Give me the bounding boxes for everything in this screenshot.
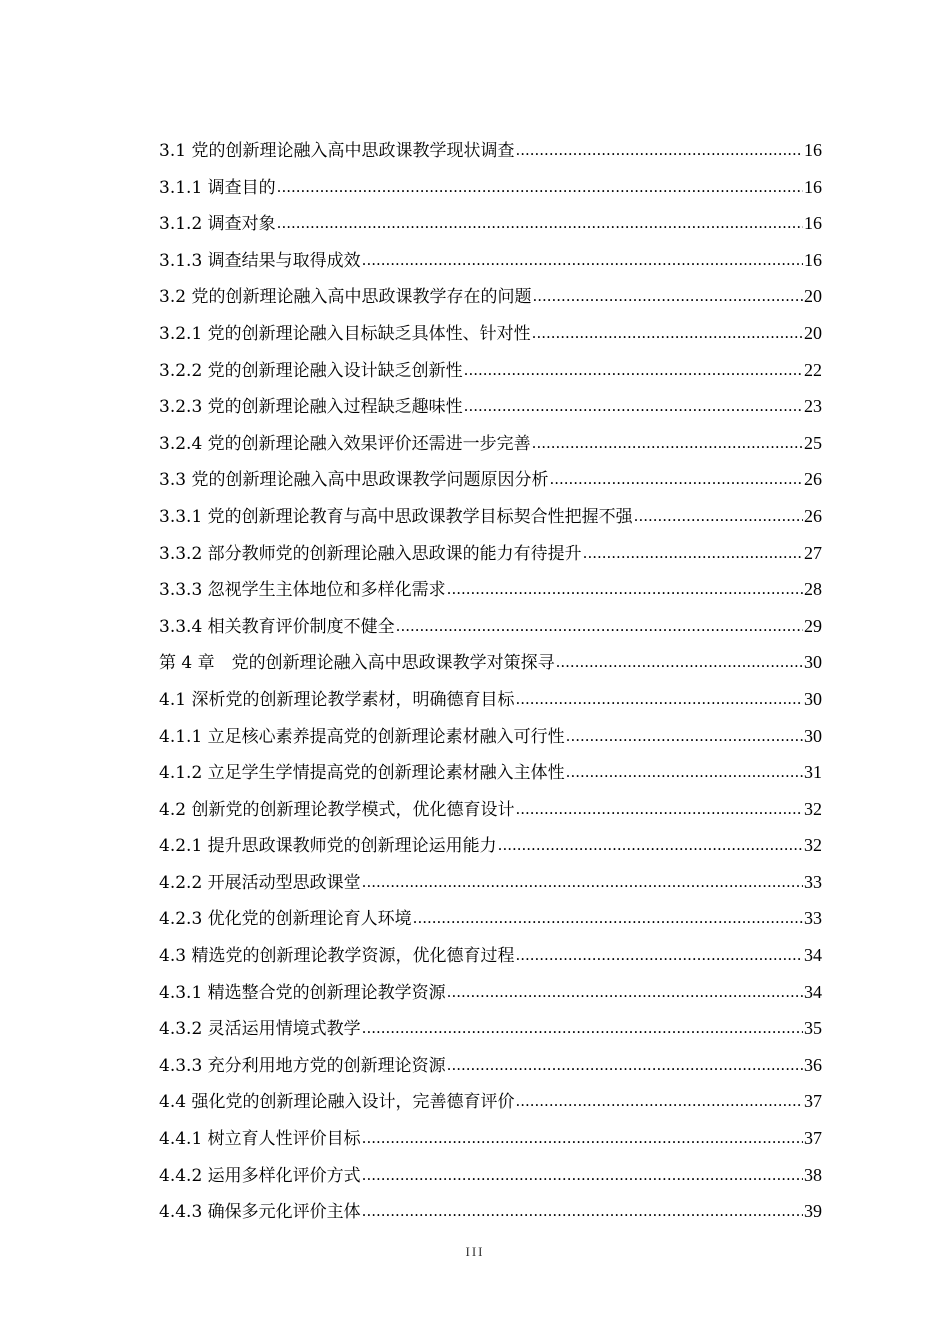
toc-leader-dots xyxy=(566,718,803,755)
toc-entry-title: 第 4 章 党的创新理论融入高中思政课教学对策探寻 xyxy=(159,653,555,674)
toc-entry-page: 39 xyxy=(804,1201,822,1222)
toc-leader-dots xyxy=(566,754,803,791)
toc-entry[interactable] xyxy=(159,608,822,645)
toc-leader-dots xyxy=(549,461,803,498)
toc-entry[interactable] xyxy=(159,864,822,901)
toc-entry[interactable] xyxy=(159,352,822,389)
toc-entry-title: 3.3.3 忽视学生主体地位和多样化需求 xyxy=(159,580,446,601)
toc-entry[interactable] xyxy=(159,900,822,937)
toc-entry-page: 35 xyxy=(804,1018,822,1039)
toc-entry-page: 30 xyxy=(804,688,822,709)
toc-leader-dots xyxy=(556,644,803,681)
toc-entry-page: 30 xyxy=(804,652,822,673)
toc-entry-title: 4.2 创新党的创新理论教学模式，优化德育设计 xyxy=(159,799,515,820)
toc-leader-dots xyxy=(277,169,803,206)
toc-entry-page: 33 xyxy=(804,908,822,929)
toc-entry[interactable] xyxy=(159,754,822,791)
toc-leader-dots xyxy=(413,900,803,937)
toc-leader-dots xyxy=(515,1083,803,1120)
toc-leader-dots xyxy=(362,1193,803,1230)
toc-entry-title: 4.3.3 充分利用地方党的创新理论资源 xyxy=(159,1055,446,1076)
toc-entry[interactable] xyxy=(159,388,822,425)
toc-leader-dots xyxy=(515,132,803,169)
toc-entry-title: 4.1.2 立足学生学情提高党的创新理论素材融入主体性 xyxy=(159,763,565,784)
toc-entry[interactable] xyxy=(159,132,822,169)
toc-entry-title: 3.1.2 调查对象 xyxy=(159,214,276,235)
toc-entry-page: 22 xyxy=(804,359,822,380)
toc-leader-dots xyxy=(362,242,803,279)
toc-leader-dots xyxy=(464,352,803,389)
toc-entry[interactable] xyxy=(159,1047,822,1084)
toc-entry[interactable] xyxy=(159,461,822,498)
toc-entry-title: 4.2.3 优化党的创新理论育人环境 xyxy=(159,909,412,930)
toc-entry-page: 27 xyxy=(804,542,822,563)
toc-entry-page: 16 xyxy=(804,176,822,197)
toc-entry[interactable] xyxy=(159,1083,822,1120)
toc-entry-page: 31 xyxy=(804,762,822,783)
toc-entry-page: 23 xyxy=(804,396,822,417)
toc-entry-title: 4.3.1 精选整合党的创新理论教学资源 xyxy=(159,982,446,1003)
toc-leader-dots xyxy=(515,791,803,828)
toc-entry-page: 37 xyxy=(804,1128,822,1149)
toc-entry-page: 38 xyxy=(804,1164,822,1185)
toc-entry-title: 3.1 党的创新理论融入高中思政课教学现状调查 xyxy=(159,141,515,161)
toc-entry[interactable] xyxy=(159,974,822,1011)
toc-leader-dots xyxy=(362,1120,803,1157)
toc-entry-page: 36 xyxy=(804,1054,822,1075)
toc-entry[interactable] xyxy=(159,681,822,718)
toc-entry-page: 16 xyxy=(804,140,822,160)
toc-leader-dots xyxy=(464,388,803,425)
toc-entry-title: 4.1 深析党的创新理论教学素材，明确德育目标 xyxy=(159,689,515,710)
toc-entry-page: 25 xyxy=(804,432,822,453)
toc-entry-title: 3.2.4 党的创新理论融入效果评价还需进一步完善 xyxy=(159,433,531,454)
toc-entry[interactable] xyxy=(159,498,822,535)
toc-entry[interactable] xyxy=(159,571,822,608)
toc-entry-title: 3.3.4 相关教育评价制度不健全 xyxy=(159,616,395,637)
toc-entry-title: 3.3.2 部分教师党的创新理论融入思政课的能力有待提升 xyxy=(159,543,582,564)
toc-leader-dots xyxy=(532,278,803,315)
page-number: III xyxy=(465,1244,485,1259)
toc-entry-title: 4.4.2 运用多样化评价方式 xyxy=(159,1165,361,1186)
toc-entry-page: 30 xyxy=(804,725,822,746)
toc-entry-title: 4.3 精选党的创新理论教学资源，优化德育过程 xyxy=(159,946,515,967)
toc-entry-page: 26 xyxy=(804,505,822,526)
toc-leader-dots xyxy=(447,974,803,1011)
toc-entry[interactable] xyxy=(159,791,822,828)
toc-entry[interactable] xyxy=(159,425,822,462)
toc-entry[interactable] xyxy=(159,278,822,315)
toc-entry[interactable] xyxy=(159,242,822,279)
toc-leader-dots xyxy=(277,205,803,242)
toc-entry-page: 29 xyxy=(804,615,822,636)
toc-entry[interactable] xyxy=(159,1010,822,1047)
toc-entry-title: 4.4.3 确保多元化评价主体 xyxy=(159,1202,361,1223)
toc-entry-page: 28 xyxy=(804,579,822,600)
toc-entry-title: 3.2.2 党的创新理论融入设计缺乏创新性 xyxy=(159,360,463,381)
toc-entry-page: 16 xyxy=(804,249,822,270)
toc-entry[interactable] xyxy=(159,1193,822,1230)
toc-entry[interactable] xyxy=(159,535,822,572)
toc-entry[interactable] xyxy=(159,827,822,864)
toc-entry-page: 33 xyxy=(804,871,822,892)
toc-entry-title: 3.2 党的创新理论融入高中思政课教学存在的问题 xyxy=(159,287,532,308)
toc-leader-dots xyxy=(583,535,803,572)
toc-entry-title: 4.4.1 树立育人性评价目标 xyxy=(159,1129,361,1150)
toc-entry-page: 34 xyxy=(804,945,822,966)
toc-leader-dots xyxy=(532,315,803,352)
toc-entry-title: 4.3.2 灵活运用情境式教学 xyxy=(159,1019,361,1040)
toc-entry-title: 3.1.1 调查目的 xyxy=(159,177,276,198)
toc-entry-page: 16 xyxy=(804,213,822,234)
toc-leader-dots xyxy=(515,937,803,974)
toc-entry-page: 32 xyxy=(804,835,822,856)
toc-entry-title: 3.3.1 党的创新理论教育与高中思政课教学目标契合性把握不强 xyxy=(159,506,633,527)
toc-leader-dots xyxy=(532,425,803,462)
toc-entry-title: 3.2.3 党的创新理论融入过程缺乏趣味性 xyxy=(159,397,463,418)
toc-entry-title: 4.1.1 立足核心素养提高党的创新理论素材融入可行性 xyxy=(159,726,565,747)
toc-leader-dots xyxy=(362,1157,803,1194)
toc-leader-dots xyxy=(447,1047,803,1084)
toc-entry-page: 37 xyxy=(804,1091,822,1112)
toc-entry-title: 3.1.3 调查结果与取得成效 xyxy=(159,250,361,271)
toc-entry-title: 3.2.1 党的创新理论融入目标缺乏具体性、针对性 xyxy=(159,323,531,344)
toc-entry[interactable] xyxy=(159,644,822,681)
toc-entry[interactable] xyxy=(159,169,822,206)
toc-leader-dots xyxy=(515,681,803,718)
toc-entry[interactable] xyxy=(159,1120,822,1157)
toc-entry-page: 20 xyxy=(804,322,822,343)
toc-entry-page: 26 xyxy=(804,469,822,490)
toc-entry[interactable] xyxy=(159,718,822,755)
toc-entry-title: 4.4 强化党的创新理论融入设计，完善德育评价 xyxy=(159,1092,515,1113)
toc-leader-dots xyxy=(634,498,803,535)
toc-leader-dots xyxy=(396,608,803,645)
toc-entry-title: 3.3 党的创新理论融入高中思政课教学问题原因分析 xyxy=(159,470,549,491)
toc-entry[interactable] xyxy=(159,1157,822,1194)
toc-entry-page: 34 xyxy=(804,981,822,1002)
toc-entry-title: 4.2.1 提升思政课教师党的创新理论运用能力 xyxy=(159,836,497,857)
toc-entry-page: 32 xyxy=(804,798,822,819)
toc-leader-dots xyxy=(498,827,803,864)
toc-leader-dots xyxy=(362,1010,803,1047)
toc-entry-page: 20 xyxy=(804,286,822,307)
toc-entry-title: 4.2.2 开展活动型思政课堂 xyxy=(159,872,361,893)
toc-entry[interactable] xyxy=(159,205,822,242)
toc-entry[interactable] xyxy=(159,937,822,974)
toc-entry[interactable] xyxy=(159,315,822,352)
toc-leader-dots xyxy=(362,864,803,901)
toc-leader-dots xyxy=(447,571,803,608)
table-of-contents xyxy=(159,132,822,1230)
